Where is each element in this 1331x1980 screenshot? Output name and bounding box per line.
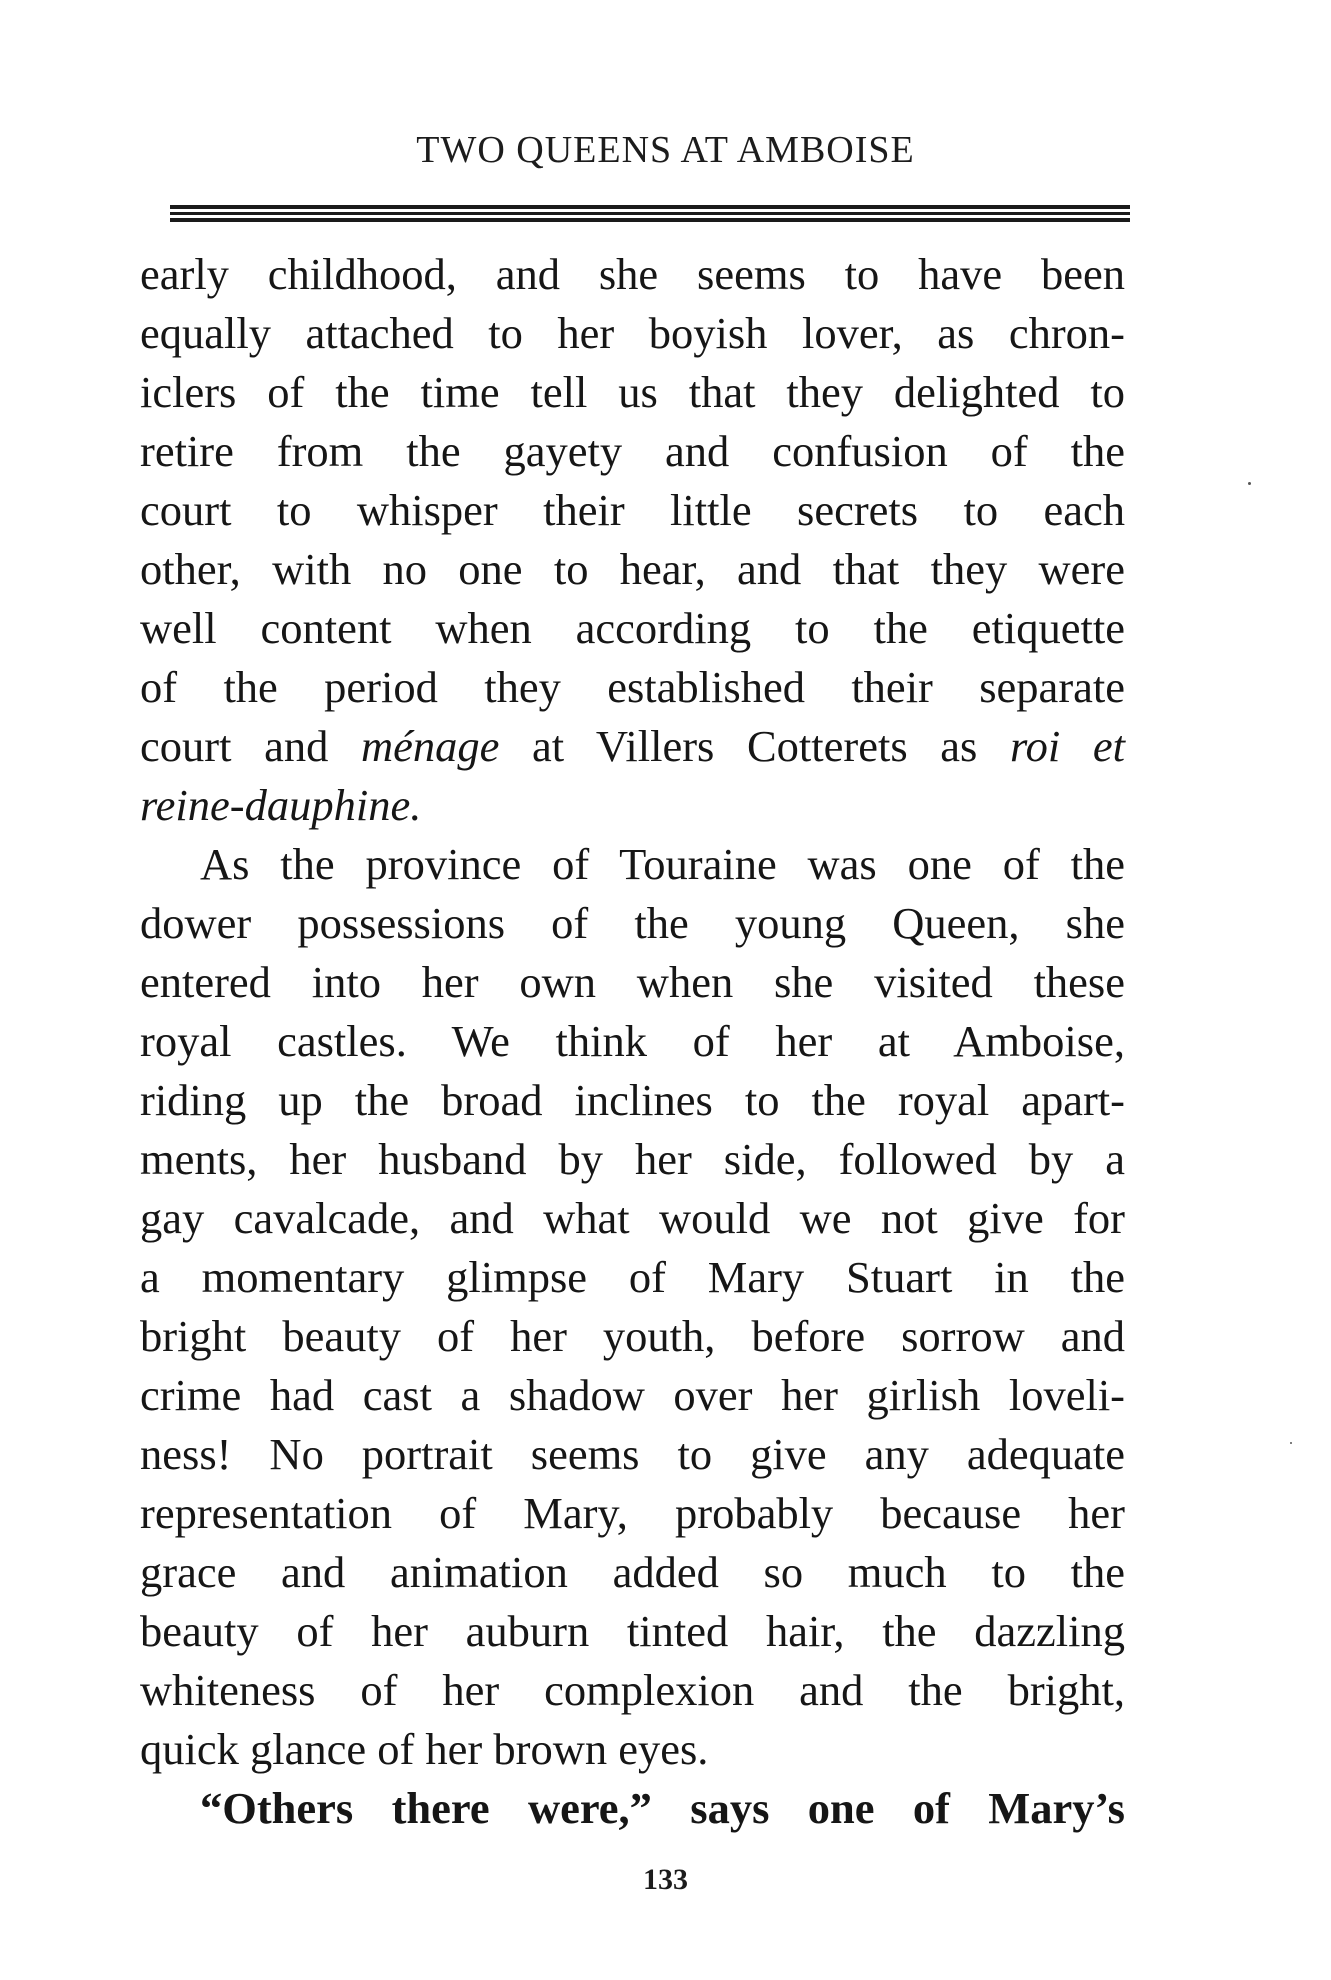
text-line: bright beauty of her youth, before sorrow and [140,1311,1125,1361]
text-line: As the province of Touraine was one of the [200,839,1125,889]
italic-term-roi-et: roi et [1009,721,1126,771]
text-line: crime had cast a shadow over her girlish loveli- [140,1370,1125,1420]
text-line: well content when according to the etiquette [140,603,1125,653]
text-run: at Villers Cotterets as [499,721,1010,771]
text-line: royal castles. We think of her at Amboise, [140,1016,1125,1066]
text-line: riding up the broad inclines to the royal apart- [140,1075,1125,1125]
text-line: beauty of her auburn tinted hair, the dazzling [140,1606,1125,1656]
text-line: entered into her own when she visited these [140,957,1125,1007]
text-run: court and [140,721,361,771]
text-line: gay cavalcade, and what would we not give for [140,1193,1125,1243]
paragraph-3 [140,1779,1125,1838]
header-rule-top [170,205,1130,209]
text-line [140,717,1125,776]
text-line: a momentary glimpse of Mary Stuart in the [140,1252,1125,1302]
page-number: 133 [643,1863,688,1896]
paragraph-2 [140,835,1125,1779]
italic-term-reine-dauphine: reine-dauphine. [140,780,422,830]
text-line: grace and animation added so much to the [140,1547,1125,1597]
header-rule-middle [170,212,1130,215]
text-line: dower possessions of the young Queen, she [140,898,1125,948]
paragraph-1 [140,245,1125,835]
paper-speck [1248,482,1251,485]
text-line: representation of Mary, probably because her [140,1488,1125,1538]
paper-speck [1290,1442,1292,1444]
header-rule-bottom [170,218,1130,222]
text-line: ments, her husband by her side, followed by a [140,1134,1125,1184]
text-line: “Others there were,” says one of Mary’s [200,1783,1125,1833]
text-line: equally attached to her boyish lover, as chron- [140,308,1125,358]
text-line: iclers of the time tell us that they delighted to [140,367,1125,417]
text-line: early childhood, and she seems to have been [140,249,1125,299]
text-line: ness! No portrait seems to give any adequate [140,1429,1125,1479]
body-text [140,245,1125,1838]
running-head: TWO QUEENS AT AMBOISE [416,129,915,171]
text-line: retire from the gayety and confusion of the [140,426,1125,476]
text-line: other, with no one to hear, and that they were [140,544,1125,594]
italic-term-menage: ménage [360,721,500,771]
text-line: quick glance of her brown eyes. [140,1724,709,1774]
text-line: of the period they established their separate [140,662,1125,712]
text-line: whiteness of her complexion and the bright, [140,1665,1125,1715]
text-line: court to whisper their little secrets to each [140,485,1125,535]
